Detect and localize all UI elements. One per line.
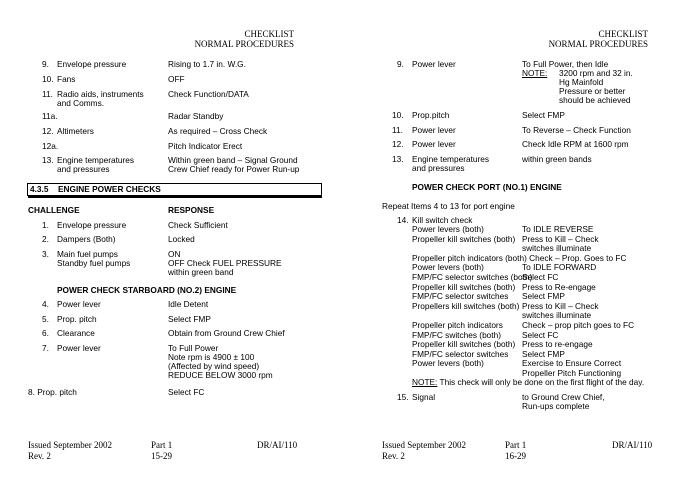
row-response: To Full Power — [168, 343, 219, 353]
kill-row-response: Select FMP — [522, 349, 565, 359]
footer-doc-ref: DR/AI/110 — [612, 440, 653, 450]
page-header — [195, 29, 294, 49]
row-item: Envelope pressure — [57, 59, 127, 69]
row-response: Check Sufficient — [168, 220, 228, 230]
kill-row-item: Propeller kill switches (both) — [412, 234, 516, 244]
kill-row-item: Propeller pitch indicators — [412, 320, 503, 330]
footer-doc-ref: DR/AI/110 — [257, 440, 298, 450]
row-num: 3. — [42, 249, 49, 259]
row-item: Dampers (Both) — [57, 234, 116, 244]
row-item: Engine temperatures — [57, 155, 135, 165]
row-response: Crew Chief ready for Power Run-up — [168, 164, 300, 174]
section-heading-box — [27, 183, 322, 196]
kill-row-response: Select FMP — [522, 291, 565, 301]
kill-row-item: Propellers kill switches (both) — [412, 301, 520, 311]
footer-issued: Issued September 2002 — [382, 440, 466, 450]
row-response: Idle Detent — [168, 299, 209, 309]
row-response: As required – Cross Check — [168, 126, 268, 136]
row-item: Power lever — [412, 125, 456, 135]
row-num: 1. — [42, 220, 49, 230]
kill-row-response: switches illuminate — [522, 310, 592, 320]
footer-rev: Rev. 2 — [382, 451, 405, 461]
row-num: 12. — [392, 139, 404, 149]
subheading-starboard: POWER CHECK STARBOARD (NO.2) ENGINE — [57, 285, 237, 295]
row-item: Clearance — [57, 328, 95, 338]
row-item: Envelope pressure — [57, 220, 127, 230]
row-num: 14. — [397, 215, 409, 225]
row-item: and pressures — [57, 164, 110, 174]
row-response: Locked — [168, 234, 195, 244]
response-heading: RESPONSE — [168, 205, 215, 215]
row-num: 13. — [392, 154, 404, 164]
row-item: Kill switch check — [412, 215, 473, 225]
subheading-port: POWER CHECK PORT (NO.1) ENGINE — [412, 182, 562, 192]
row-response: Within green band – Signal Ground — [168, 155, 298, 165]
note-text: This check will only be done on the first flight of the day. — [437, 377, 645, 387]
kill-row-response: Press to Kill – Check — [522, 234, 599, 244]
note-label: NOTE: — [412, 377, 438, 387]
row-num: 2. — [42, 234, 49, 244]
kill-row-item: FMP/FC selector switches — [412, 349, 509, 359]
kill-row-response: Exercise to Ensure Correct — [522, 358, 622, 368]
row-item: Prop. pitch — [57, 314, 97, 324]
row-item: Standby fuel pumps — [57, 258, 131, 268]
row-response: Note rpm is 4900 ± 100 — [168, 352, 255, 362]
footer-issued: Issued September 2002 — [28, 440, 112, 450]
row-item: Signal — [412, 392, 436, 402]
header-subtitle: NORMAL PROCEDURES — [194, 39, 294, 49]
kill-row-item: FMP/FC selector switches (both) — [412, 272, 533, 282]
kill-row-response: Press to Kill – Check — [522, 301, 599, 311]
row-response: Select FMP — [522, 110, 565, 120]
row-num: 10. — [392, 110, 404, 120]
kill-row-item: Power levers (both) — [412, 358, 484, 368]
note-line: Hg Mainfold — [559, 77, 604, 87]
note-line: 3200 rpm and 32 in. — [559, 68, 633, 78]
challenge-heading: CHALLENGE — [28, 205, 80, 215]
kill-row-item: Power levers (both) — [412, 224, 484, 234]
row-item: Prop.pitch — [412, 110, 450, 120]
row-item: Power lever — [412, 139, 456, 149]
row-response: ON — [168, 249, 181, 259]
section-shadow — [28, 196, 322, 198]
kill-row-response: switches illuminate — [522, 243, 592, 253]
row-response: OFF Check FUEL PRESSURE — [168, 258, 282, 268]
row-response: Run-ups complete — [522, 401, 590, 411]
row-response: within green band — [168, 267, 234, 277]
row-num: 10. — [42, 74, 54, 84]
row-num: 12a. — [42, 141, 59, 151]
kill-row-response: To IDLE REVERSE — [522, 224, 594, 234]
right-page — [345, 0, 690, 488]
kill-row-item: Power levers (both) — [412, 262, 484, 272]
row-num: 11. — [392, 125, 403, 135]
row-response: (Affected by wind speed) — [168, 361, 260, 371]
kill-row-item: Propeller kill switches (both) — [412, 282, 516, 292]
row-response: OFF — [168, 74, 185, 84]
row-response: Select FC — [168, 387, 205, 397]
row-num: 11. — [42, 89, 53, 99]
note-line: should be achieved — [559, 95, 631, 105]
row-response: Pitch Indicator Erect — [168, 141, 243, 151]
kill-row-response: Check – prop pitch goes to FC — [522, 320, 635, 330]
row-item: Main fuel pumps — [57, 249, 118, 259]
row-response: Select FMP — [168, 314, 211, 324]
row-response: To Reverse – Check Function — [522, 125, 631, 135]
row-num: 4. — [42, 299, 49, 309]
footer-part: Part 1 — [505, 440, 527, 450]
note — [412, 377, 644, 387]
row-num: 7. — [42, 343, 49, 353]
repeat-instruction: Repeat Items 4 to 13 for port engine — [382, 201, 515, 211]
section-title: ENGINE POWER CHECKS — [58, 184, 161, 194]
row-response: within green bands — [522, 154, 592, 164]
header-title: CHECKLIST — [598, 29, 648, 39]
kill-row-response: Press to re-engage — [522, 339, 593, 349]
row-response: Check Idle RPM at 1600 rpm — [522, 139, 629, 149]
kill-row-response: Propeller Pitch Functioning — [522, 368, 622, 378]
row-response: Rising to 1.7 in. W.G. — [168, 59, 246, 69]
kill-row-item: FMP/FC switches (both) — [412, 330, 501, 340]
footer-rev: Rev. 2 — [28, 451, 51, 461]
row-item: Power lever — [412, 59, 456, 69]
note-label: NOTE: — [522, 68, 548, 78]
kill-row-response: Select FC — [522, 272, 559, 282]
kill-row-response: To IDLE FORWARD — [522, 262, 597, 272]
row-response: REDUCE BELOW 3000 rpm — [168, 370, 273, 380]
row-item: Altimeters — [57, 126, 94, 136]
kill-row-item: Propeller pitch indicators (both) Check – Prop. Goes to FC — [412, 253, 627, 263]
kill-row-response: Select FC — [522, 330, 559, 340]
page-header — [549, 29, 648, 49]
row-item: Power lever — [57, 299, 101, 309]
row-item: 8. Prop. pitch — [28, 387, 77, 397]
row-num: 12. — [42, 126, 54, 136]
section-number: 4.3.5 — [30, 184, 49, 194]
kill-row-response: Press to Re-engage — [522, 282, 596, 292]
row-response: Check Function/DATA — [168, 89, 249, 99]
header-title: CHECKLIST — [244, 29, 294, 39]
footer-page-number: 15-29 — [151, 451, 172, 461]
row-response: Obtain from Ground Crew Chief — [168, 328, 285, 338]
kill-row-item: Propeller kill switches (both) — [412, 339, 516, 349]
row-num: 15. — [397, 392, 409, 402]
row-num: 5. — [42, 314, 49, 324]
row-num: 9. — [397, 59, 404, 69]
row-response: to Ground Crew Chief, — [522, 392, 605, 402]
note-line: Pressure or better — [559, 86, 626, 96]
row-num: 11a. — [42, 111, 58, 121]
row-item: Fans — [57, 74, 76, 84]
row-item: and Comms. — [57, 98, 105, 108]
footer-part: Part 1 — [151, 440, 173, 450]
kill-row-item: FMP/FC selector switches — [412, 291, 509, 301]
row-item: Radio aids, instruments — [57, 89, 144, 99]
row-num: 6. — [42, 328, 49, 338]
row-item: Engine temperatures — [412, 154, 490, 164]
row-response: To Full Power, then Idle — [522, 59, 609, 69]
row-num: 13. — [42, 155, 54, 165]
row-item: Power lever — [57, 343, 101, 353]
header-subtitle: NORMAL PROCEDURES — [548, 39, 648, 49]
footer-page-number: 16-29 — [505, 451, 526, 461]
row-response: Radar Standby — [168, 111, 224, 121]
row-num: 9. — [42, 59, 49, 69]
row-item: and pressures — [412, 163, 465, 173]
